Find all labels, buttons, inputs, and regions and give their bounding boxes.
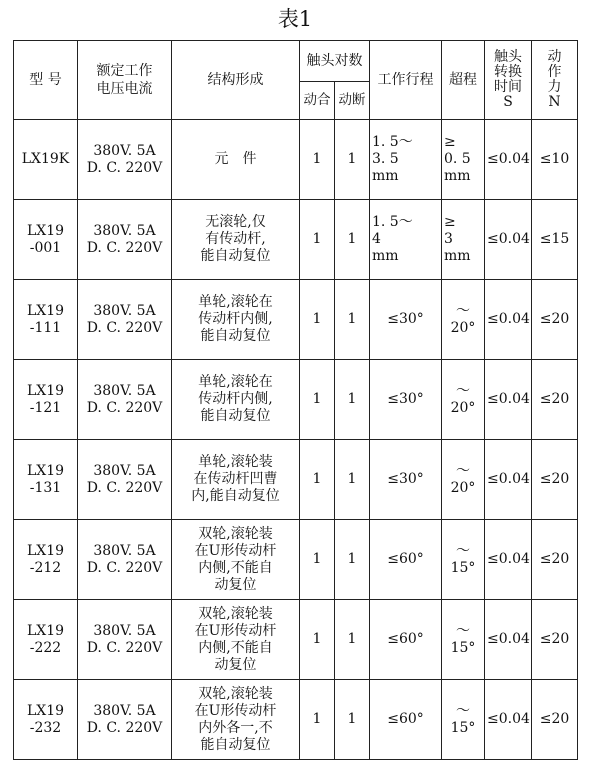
cell-contacts-make: 1 xyxy=(300,600,335,680)
table-title: 表1 xyxy=(277,7,313,31)
cell-travel: ≤60° xyxy=(370,680,442,760)
cell-switch-time: ≤0.04 xyxy=(485,440,532,520)
cell-model: LX19 -001 xyxy=(14,200,78,280)
cell-contacts-make: 1 xyxy=(300,120,335,200)
cell-force: ≤20 xyxy=(532,600,578,680)
cell-force: ≤15 xyxy=(532,200,578,280)
cell-contacts-make: 1 xyxy=(300,200,335,280)
header-force: 动 作 力 N xyxy=(532,41,578,120)
cell-switch-time: ≤0.04 xyxy=(485,280,532,360)
cell-overtravel: ≥ 3 mm xyxy=(442,200,485,280)
header-overtravel: 超程 xyxy=(442,41,485,120)
cell-contacts-make: 1 xyxy=(300,280,335,360)
cell-force: ≤20 xyxy=(532,520,578,600)
cell-switch-time: ≤0.04 xyxy=(485,200,532,280)
cell-overtravel: ～15° xyxy=(442,520,485,600)
cell-model: LX19K xyxy=(14,120,78,200)
cell-overtravel: ～15° xyxy=(442,680,485,760)
cell-switch-time: ≤0.04 xyxy=(485,680,532,760)
table-row xyxy=(14,200,578,280)
cell-force: ≤20 xyxy=(532,360,578,440)
cell-contacts-break: 1 xyxy=(335,680,370,760)
cell-structure: 无滚轮,仅 有传动杆, 能自动复位 xyxy=(172,200,300,280)
header-contacts-break: 动断 xyxy=(335,82,370,120)
cell-contacts-make: 1 xyxy=(300,520,335,600)
cell-model: LX19 -121 xyxy=(14,360,78,440)
cell-overtravel: ～20° xyxy=(442,360,485,440)
limit-switch-spec-table xyxy=(13,40,578,760)
header-structure: 结构形成 xyxy=(172,41,300,120)
header-travel: 工作行程 xyxy=(370,41,442,120)
cell-overtravel: ～20° xyxy=(442,440,485,520)
header-rating: 额定工作 电压电流 xyxy=(78,41,172,120)
cell-travel: ≤60° xyxy=(370,600,442,680)
header-model: 型 号 xyxy=(14,41,78,120)
cell-rating: 380V. 5A D. C. 220V xyxy=(78,120,172,200)
cell-force: ≤20 xyxy=(532,440,578,520)
cell-contacts-break: 1 xyxy=(335,120,370,200)
cell-overtravel: ≥ 0. 5 mm xyxy=(442,120,485,200)
cell-travel: ≤30° xyxy=(370,280,442,360)
cell-switch-time: ≤0.04 xyxy=(485,520,532,600)
cell-model: LX19 -131 xyxy=(14,440,78,520)
cell-structure: 单轮,滚轮在 传动杆内侧, 能自动复位 xyxy=(172,280,300,360)
cell-contacts-break: 1 xyxy=(335,280,370,360)
cell-switch-time: ≤0.04 xyxy=(485,360,532,440)
cell-force: ≤20 xyxy=(532,680,578,760)
table-row xyxy=(14,440,578,520)
header-contacts: 触头对数 xyxy=(300,41,370,82)
cell-travel: 1. 5～ 3. 5 mm xyxy=(370,120,442,200)
cell-overtravel: ～20° xyxy=(442,280,485,360)
header-switch-time: 触头 转换 时间 S xyxy=(485,41,532,120)
cell-model: LX19 -111 xyxy=(14,280,78,360)
table-row xyxy=(14,680,578,760)
table-row xyxy=(14,120,578,200)
cell-model: LX19 -232 xyxy=(14,680,78,760)
cell-structure: 双轮,滚轮装 在U形传动杆 内侧,不能自 动复位 xyxy=(172,600,300,680)
cell-travel: ≤30° xyxy=(370,440,442,520)
cell-rating: 380V. 5A D. C. 220V xyxy=(78,520,172,600)
cell-travel: ≤30° xyxy=(370,360,442,440)
cell-contacts-break: 1 xyxy=(335,520,370,600)
cell-contacts-break: 1 xyxy=(335,200,370,280)
cell-rating: 380V. 5A D. C. 220V xyxy=(78,680,172,760)
cell-structure: 元 件 xyxy=(172,120,300,200)
cell-overtravel: ～15° xyxy=(442,600,485,680)
table-row xyxy=(14,520,578,600)
cell-switch-time: ≤0.04 xyxy=(485,120,532,200)
cell-contacts-make: 1 xyxy=(300,440,335,520)
cell-structure: 单轮,滚轮装 在传动杆凹曹 内,能自动复位 xyxy=(172,440,300,520)
cell-contacts-break: 1 xyxy=(335,440,370,520)
cell-rating: 380V. 5A D. C. 220V xyxy=(78,360,172,440)
table-row xyxy=(14,600,578,680)
cell-rating: 380V. 5A D. C. 220V xyxy=(78,280,172,360)
cell-structure: 双轮,滚轮装 在U形传动杆 内侧,不能自 动复位 xyxy=(172,520,300,600)
cell-switch-time: ≤0.04 xyxy=(485,600,532,680)
cell-rating: 380V. 5A D. C. 220V xyxy=(78,440,172,520)
header-contacts-make: 动合 xyxy=(300,82,335,120)
cell-travel: 1. 5～ 4 mm xyxy=(370,200,442,280)
cell-contacts-make: 1 xyxy=(300,680,335,760)
cell-model: LX19 -222 xyxy=(14,600,78,680)
cell-force: ≤10 xyxy=(532,120,578,200)
cell-contacts-break: 1 xyxy=(335,600,370,680)
table-row xyxy=(14,360,578,440)
cell-structure: 单轮,滚轮在 传动杆内侧, 能自动复位 xyxy=(172,360,300,440)
cell-contacts-make: 1 xyxy=(300,360,335,440)
cell-contacts-break: 1 xyxy=(335,360,370,440)
cell-rating: 380V. 5A D. C. 220V xyxy=(78,200,172,280)
cell-travel: ≤60° xyxy=(370,520,442,600)
cell-force: ≤20 xyxy=(532,280,578,360)
cell-rating: 380V. 5A D. C. 220V xyxy=(78,600,172,680)
cell-structure: 双轮,滚轮装 在U形传动杆 内外各一,不 能自动复位 xyxy=(172,680,300,760)
table-row xyxy=(14,280,578,360)
cell-model: LX19 -212 xyxy=(14,520,78,600)
